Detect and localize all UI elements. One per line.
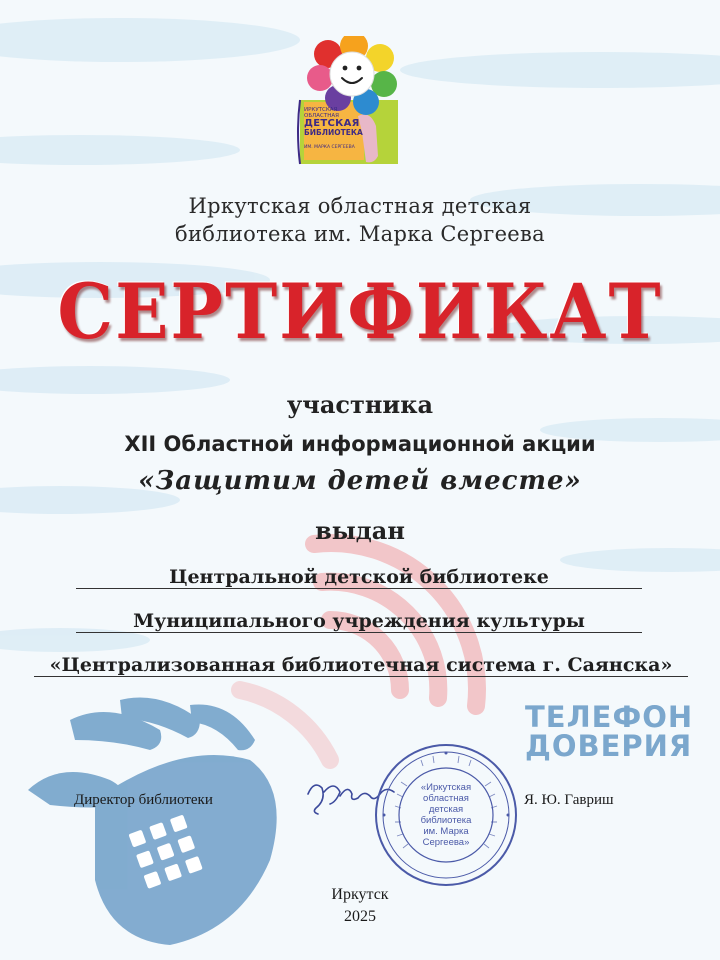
stamp-line-5: Сергеева» xyxy=(422,837,470,848)
footer xyxy=(0,884,720,928)
stamp-line-3: библиотека xyxy=(420,815,472,826)
certificate-title: СЕРТИФИКАТ xyxy=(57,266,663,357)
event-name: XII Областной информационной акции xyxy=(124,432,596,456)
stamp-line-1: «Иркутская xyxy=(420,782,472,793)
stamp-line-2: областная детская xyxy=(423,793,469,815)
organization-line-2: библиотека им. Марка Сергеева xyxy=(175,222,545,246)
recipient-line-1: Центральной детской библиотеке xyxy=(76,566,642,589)
footer-city: Иркутск xyxy=(331,886,389,903)
logo-line-2: ДЕТСКАЯ xyxy=(304,118,360,129)
helpline-line-2: ДОВЕРИЯ xyxy=(525,729,693,763)
stamp-text xyxy=(405,782,487,848)
director-label: Директор библиотеки xyxy=(74,792,213,808)
logo-line-3: БИБЛИОТЕКА xyxy=(304,128,363,137)
recipient-line-2: Муниципального учреждения культуры xyxy=(76,610,642,633)
logo-line-1: ИРКУТСКАЯ ОБЛАСТНАЯ xyxy=(304,107,339,119)
event-motto: «Защитим детей вместе» xyxy=(138,466,582,496)
recipient-line-3: «Централизованная библиотечная система г. Саянска» xyxy=(34,654,688,677)
helpline-line-1: ТЕЛЕФОН xyxy=(525,700,694,734)
director-name: Я. Ю. Гавриш xyxy=(524,792,614,808)
stamp-line-4: им. Марка xyxy=(423,826,469,837)
organization-name xyxy=(0,192,720,248)
organization-line-1: Иркутская областная детская xyxy=(188,194,532,218)
participant-label: участника xyxy=(286,390,434,419)
issued-label: выдан xyxy=(315,516,405,545)
logo-text xyxy=(304,108,366,150)
logo-line-4: ИМ. МАРКА СЕРГЕЕВА xyxy=(304,144,355,150)
footer-year: 2025 xyxy=(344,908,376,925)
